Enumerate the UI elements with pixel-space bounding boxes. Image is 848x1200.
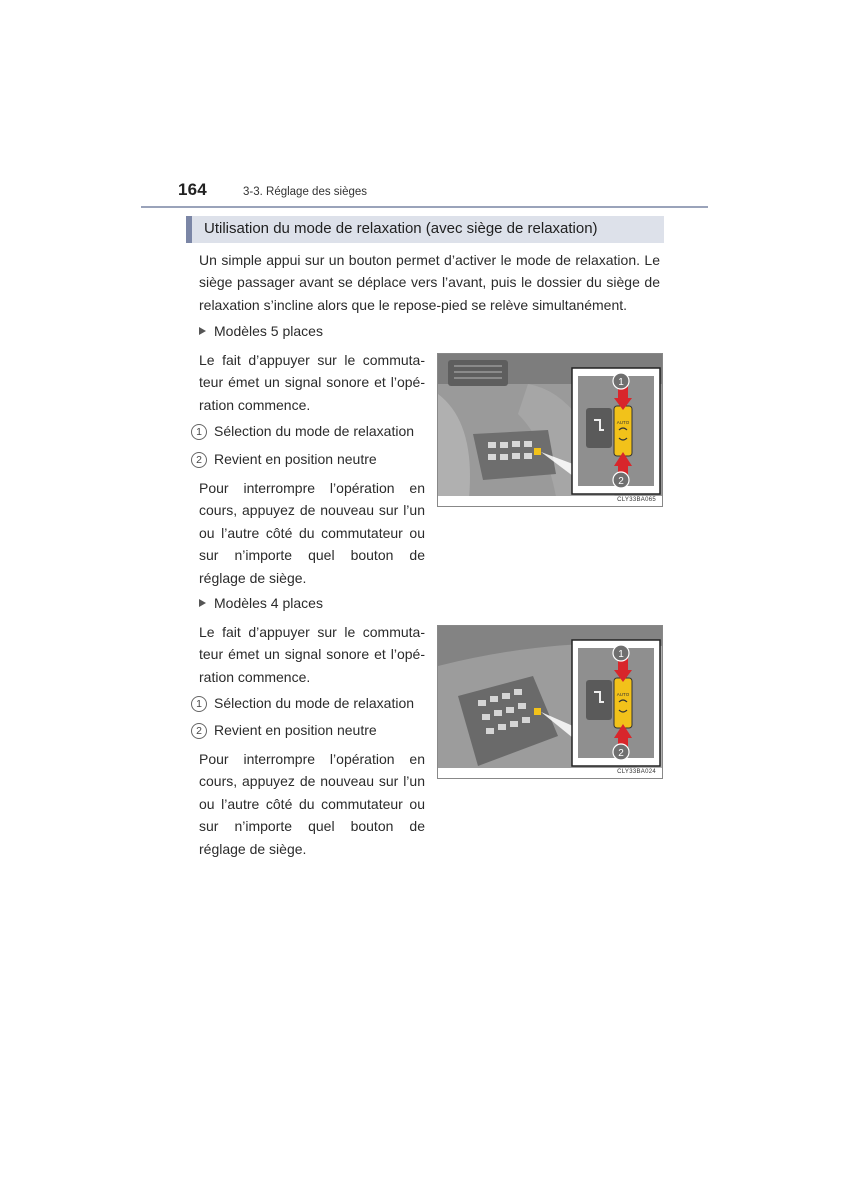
callout-text: Revient en position neutre bbox=[214, 722, 377, 738]
paragraph-line: Pour interrompre l’opération en bbox=[199, 751, 425, 767]
circled-number-2: 2 bbox=[191, 723, 207, 739]
intro-paragraph bbox=[199, 249, 660, 316]
callout-text: Revient en position neutre bbox=[214, 451, 377, 467]
section-breadcrumb: 3-3. Réglage des sièges bbox=[243, 186, 368, 198]
paragraph-line: teur émet un signal sonore et l’opé- bbox=[199, 646, 425, 663]
paragraph-line: teur émet un signal sonore et l’opé- bbox=[199, 374, 425, 391]
model-heading-label: Modèles 4 places bbox=[214, 595, 323, 611]
model-heading-label: Modèles 5 places bbox=[214, 323, 323, 339]
intro-line: relaxation s’incline alors que le repose-pied se relève simultanément. bbox=[199, 296, 628, 313]
callout-item-1 bbox=[191, 695, 414, 712]
model-heading-4-places bbox=[199, 595, 323, 611]
page-number: 164 bbox=[178, 180, 207, 199]
paragraph-line: sur n’importe quel bouton de bbox=[199, 818, 425, 835]
paragraph-line: Le fait d’appuyer sur le commuta- bbox=[199, 624, 425, 640]
paragraph-line: ration commence. bbox=[199, 396, 311, 413]
paragraph-line: Le fait d’appuyer sur le commuta- bbox=[199, 352, 425, 368]
paragraph-line: ration commence. bbox=[199, 668, 311, 685]
paragraph-line: ou l’autre côté du commutateur ou bbox=[199, 795, 425, 812]
figure-code: CLY33BA065 bbox=[617, 497, 656, 503]
console-photo-illustration bbox=[438, 626, 663, 779]
header-rule bbox=[141, 206, 708, 208]
circled-number-2: 2 bbox=[191, 452, 207, 468]
callout-item-1 bbox=[191, 423, 414, 440]
figure-4-places-switch bbox=[437, 625, 663, 779]
model-heading-5-places bbox=[199, 323, 323, 339]
marker-2: 2 bbox=[618, 748, 624, 759]
marker-2: 2 bbox=[618, 476, 624, 487]
callout-item-2 bbox=[191, 451, 377, 468]
interrupt-paragraph bbox=[199, 748, 425, 860]
paragraph-line: sur n’importe quel bouton de bbox=[199, 547, 425, 564]
paragraph-line: Pour interrompre l’opération en bbox=[199, 480, 425, 496]
triangle-bullet-icon bbox=[199, 599, 206, 607]
paragraph-line: réglage de siège. bbox=[199, 840, 307, 857]
circled-number-1: 1 bbox=[191, 424, 207, 440]
operation-paragraph bbox=[199, 621, 425, 688]
console-photo-illustration bbox=[438, 354, 663, 507]
paragraph-line: ou l’autre côté du commutateur ou bbox=[199, 524, 425, 541]
marker-1: 1 bbox=[618, 377, 624, 388]
circled-number-1: 1 bbox=[191, 696, 207, 712]
callout-item-2 bbox=[191, 722, 377, 739]
intro-line: Un simple appui sur un bouton permet d’activer le mode de relaxation. Le bbox=[199, 252, 660, 268]
intro-line: siège passager avant se déplace vers l’avant, puis le dossier du siège de bbox=[199, 274, 660, 291]
paragraph-line: réglage de siège. bbox=[199, 569, 307, 586]
switch-auto-label: AUTO bbox=[616, 692, 630, 697]
marker-1: 1 bbox=[618, 649, 624, 660]
triangle-bullet-icon bbox=[199, 327, 206, 335]
section-title: Utilisation du mode de relaxation (avec siège de relaxation) bbox=[204, 220, 598, 237]
paragraph-line: cours, appuyez de nouveau sur l’un bbox=[199, 773, 425, 790]
operation-paragraph bbox=[199, 349, 425, 416]
section-heading-bar bbox=[186, 216, 664, 243]
callout-text: Sélection du mode de relaxation bbox=[214, 695, 415, 711]
figure-code: CLY33BA024 bbox=[617, 769, 656, 775]
switch-auto-label: AUTO bbox=[616, 420, 630, 425]
paragraph-line: cours, appuyez de nouveau sur l’un bbox=[199, 502, 425, 519]
callout-text: Sélection du mode de relaxation bbox=[214, 423, 415, 439]
interrupt-paragraph bbox=[199, 477, 425, 589]
figure-5-places-switch bbox=[437, 353, 663, 507]
